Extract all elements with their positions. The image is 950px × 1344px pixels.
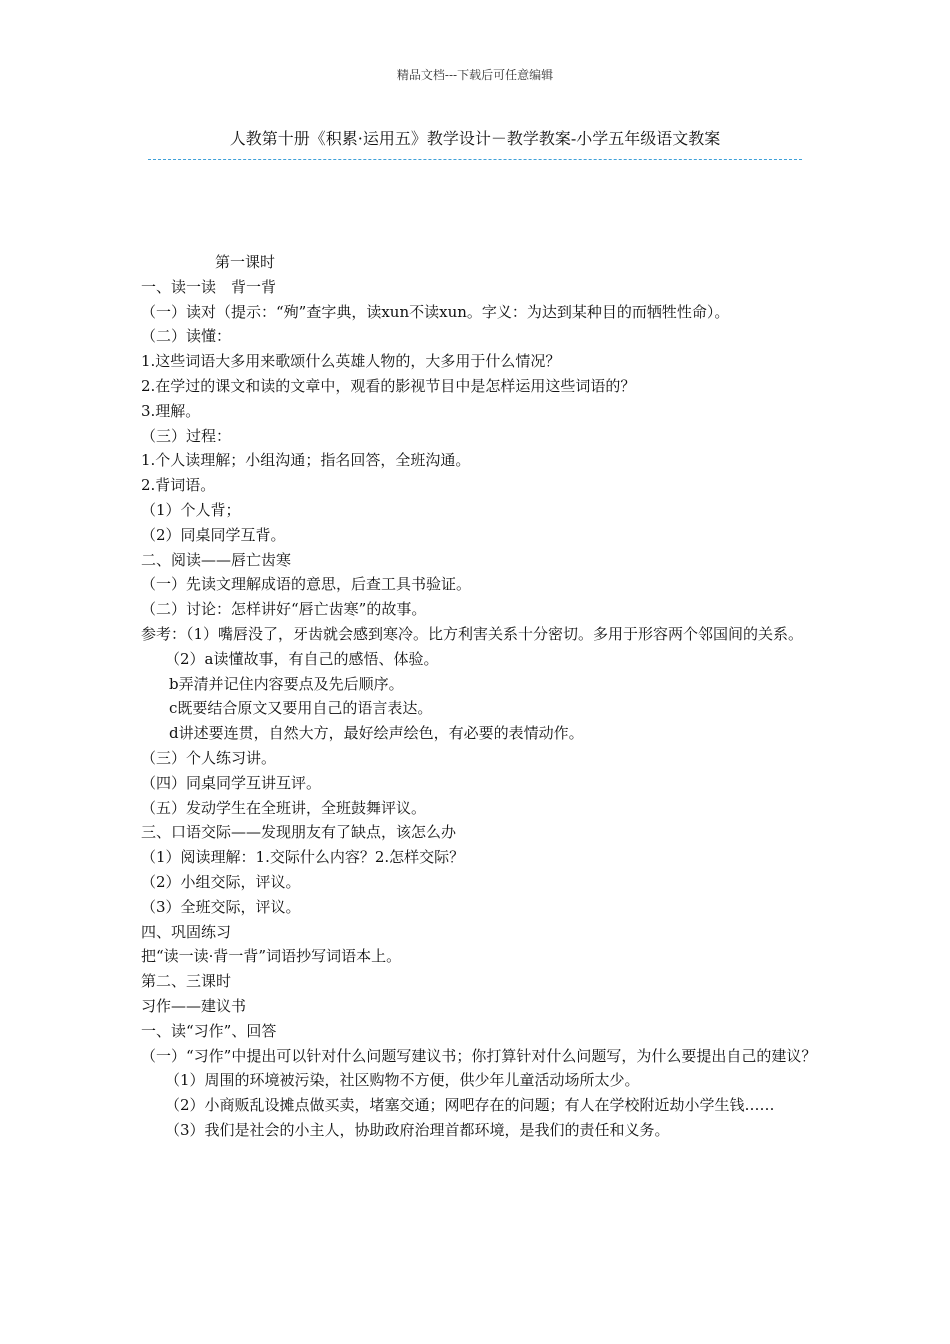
text-line: （三）个人练习讲。 (141, 748, 277, 767)
text-line: 第二、三课时 (141, 972, 232, 991)
text-line: 2.在学过的课文和读的文章中，观看的影视节目中是怎样运用这些词语的？ (141, 376, 636, 395)
text-line: （1）个人背； (141, 500, 241, 519)
text-line: c既要结合原文又要用自己的语言表达。 (169, 699, 433, 718)
text-line: （2）小商贩乱设摊点做买卖，堵塞交通；网吧存在的问题；有人在学校附近劫小学生钱…… (165, 1096, 775, 1115)
document-title: 人教第十册《积累·运用五》教学设计－教学教案-小学五年级语文教案 (229, 129, 721, 148)
text-line: （1）周围的环境被污染，社区购物不方便，供少年儿童活动场所太少。 (165, 1071, 640, 1090)
text-line: （五）发动学生在全班讲，全班鼓舞评议。 (141, 798, 427, 817)
text-line: （2）a读懂故事，有自己的感悟、体验。 (165, 649, 439, 668)
text-line: b弄清并记住内容要点及先后顺序。 (169, 674, 404, 693)
text-line: 三、口语交际——发现朋友有了缺点，该怎么办 (141, 823, 457, 842)
text-line: （二）讨论：怎样讲好“唇亡齿寒”的故事。 (141, 600, 427, 619)
text-line: （2）同桌同学互背。 (141, 525, 286, 544)
text-line: 一、读一读 背一背 (141, 277, 277, 296)
text-line: 3.理解。 (141, 401, 201, 420)
text-line: 第一课时 (215, 253, 276, 271)
text-line: （一）“习作”中提出可以针对什么问题写建议书；你打算针对什么问题写，为什么要提出自己的建议？ (141, 1046, 817, 1065)
header-note: 精品文档---下载后可任意编辑 (396, 68, 554, 82)
text-line: 1.这些词语大多用来歌颂什么英雄人物的，大多用于什么情况？ (141, 352, 561, 371)
text-line: （1）阅读理解：1.交际什么内容？2.怎样交际？ (141, 848, 465, 867)
text-line: （3）全班交际，评议。 (141, 897, 301, 916)
text-line: （3）我们是社会的小主人，协助政府治理首都环境，是我们的责任和义务。 (165, 1120, 670, 1139)
text-line: （三）过程： (141, 426, 232, 445)
text-line: 习作——建议书 (141, 996, 247, 1015)
text-line: 四、巩固练习 (141, 922, 232, 941)
text-line: d讲述要连贯，自然大方，最好绘声绘色，有必要的表情动作。 (169, 724, 584, 743)
text-line: 参考：（1）嘴唇没了，牙齿就会感到寒冷。比方利害关系十分密切。多用于形容两个邻国间的关系。 (141, 624, 804, 643)
document-body (141, 250, 831, 1143)
text-line: （2）小组交际，评议。 (141, 872, 301, 891)
text-line: （四）同桌同学互讲互评。 (141, 773, 322, 792)
text-line: 2.背词语。 (141, 476, 216, 495)
text-line: 二、阅读——唇亡齿寒 (141, 550, 292, 569)
text-line: 1.个人读理解；小组沟通；指名回答，全班沟通。 (141, 451, 471, 470)
text-line: （一）读对（提示：“殉”查字典，读xun不读xun。字义：为达到某种目的而牺牲性命）。 (141, 302, 730, 321)
text-line: （一）先读文理解成语的意思，后查工具书验证。 (141, 575, 472, 594)
text-line: （二）读懂： (141, 327, 232, 346)
text-line: 一、读“习作”、回答 (141, 1021, 277, 1040)
title-dashed-rule (148, 159, 802, 160)
text-line: 把“读一读·背一背”词语抄写词语本上。 (141, 947, 402, 966)
